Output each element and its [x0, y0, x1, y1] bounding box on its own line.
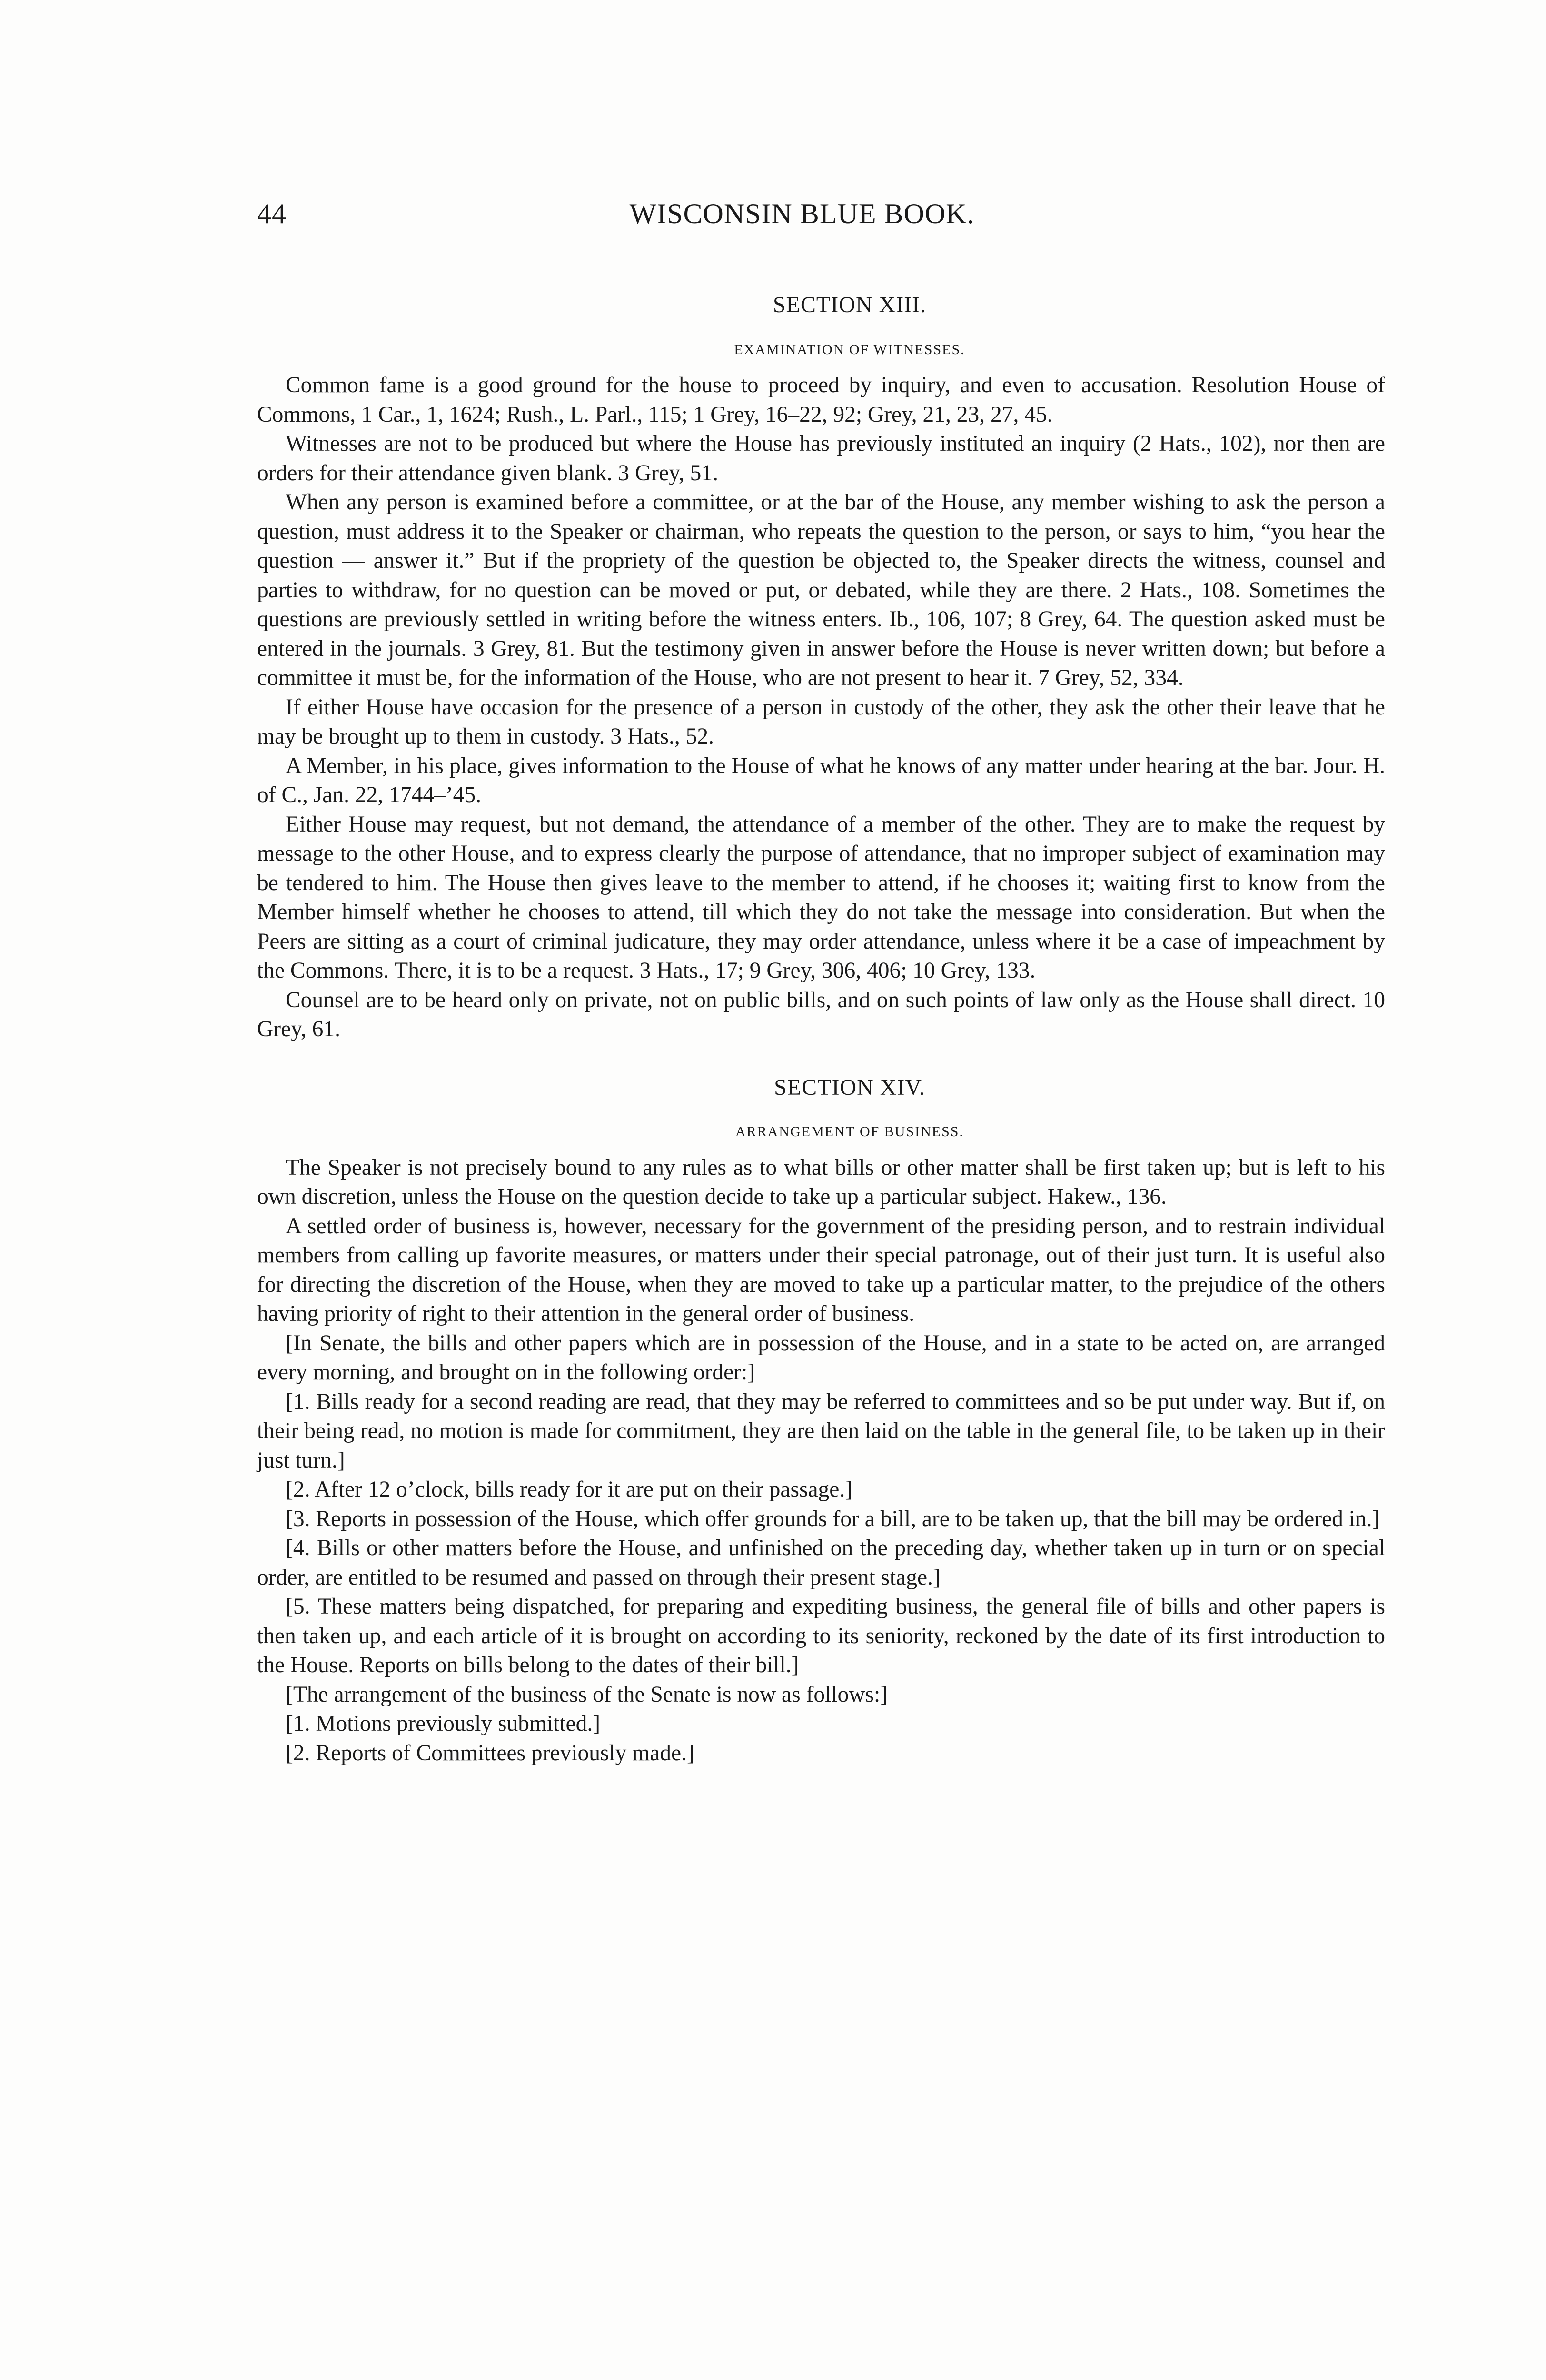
paragraph: [4. Bills or other matters before the House, and unfinished on the preceding day, whether taken up in turn or on special order, are entitled to be resumed and passed on through their present stage.]: [257, 1536, 1385, 1590]
page-header: [257, 198, 1347, 240]
section-13-title: SECTION XIII.: [773, 292, 927, 317]
paragraph: Common fame is a good ground for the house to proceed by inquiry, and even to accusation. Resolution House of Commons, 1 Car., 1, 1624; Rush., L. Parl., 115; 1 Grey, 16–22, 92; Grey, 21, 23, 27, 45.: [257, 373, 1385, 427]
paragraph: When any person is examined before a committee, or at the bar of the House, any member wishing to ask the person a question, must address it to the Speaker or chairman, who repeats the question to the person, or says to him, “you hear the question — answer it.” But if the propriety of the question be objected to, the Speaker directs the witness, counsel and parties to withdraw, for no question can be moved or put, or debated, while they are there. 2 Hats., 108. Sometimes the questions are previously settled in writing before the witness enters. Ib., 106, 107; 8 Grey, 64. The question asked must be entered in the journals. 3 Grey, 81. But the testimony given in answer before the House is never written down; but before a committee it must be, for the information of the House, who are not present to hear it. 7 Grey, 52, 334.: [257, 490, 1385, 690]
page-number: 44: [257, 198, 287, 229]
section-14-title: SECTION XIV.: [774, 1074, 925, 1100]
paragraph: Counsel are to be heard only on private, not on public bills, and on such points of law only as the House shall direct. 10 Grey, 61.: [257, 987, 1385, 1041]
section-gap: [257, 1044, 1385, 1073]
paragraph: [1. Bills ready for a second reading are read, that they may be referred to committees and so be put under way. But if, on their being read, no motion is made for commitment, they are then laid on the table in the general file, to be taken up in their just turn.]: [257, 1389, 1385, 1473]
running-title: WISCONSIN BLUE BOOK.: [629, 198, 975, 229]
paragraph: [2. Reports of Committees previously made.]: [286, 1740, 694, 1765]
paragraph: Either House may request, but not demand, the attendance of a member of the other. They are to make the request by message to the other House, and to express clearly the purpose of attendance, that no improper subject of examination may be tendered to him. The House then gives leave to the member to attend, if he chooses it; waiting first to know from the Member himself whether he chooses to attend, till which they do not take the message into consideration. But when the Peers are sitting as a court of criminal judicature, they may order attendance, unless where it be a case of impeachment by the Commons. There, it is to be a request. 3 Hats., 17; 9 Grey, 306, 406; 10 Grey, 133.: [257, 812, 1385, 983]
section-14-subtitle: ARRANGEMENT OF BUSINESS.: [735, 1124, 964, 1140]
paragraph: [3. Reports in possession of the House, which offer grounds for a bill, are to be taken up, that the bill may be ordered in.]: [286, 1506, 1380, 1531]
paragraph: [2. After 12 o’clock, bills ready for it are put on their passage.]: [286, 1477, 853, 1502]
paragraph: [5. These matters being dispatched, for preparing and expediting business, the general file of bills and other papers is then taken up, and each article of it is brought on according to its seniority, reckoned by the date of its first introduction to the House. Reports on bills belong to the dates of their bill.]: [257, 1594, 1385, 1677]
paragraph: [In Senate, the bills and other papers which are in possession of the House, and in a state to be acted on, are arranged every morning, and brought on in the following order:]: [257, 1330, 1385, 1385]
page-body: [257, 290, 1385, 1768]
paragraph: A Member, in his place, gives information to the House of what he knows of any matter under hearing at the bar. Jour. H. of C., Jan. 22, 1744–’45.: [257, 753, 1385, 807]
section-13-subtitle: EXAMINATION OF WITNESSES.: [734, 341, 965, 357]
paragraph: Witnesses are not to be produced but where the House has previously instituted an inquiry (2 Hats., 102), nor then are orders for their attendance given blank. 3 Grey, 51.: [257, 431, 1385, 486]
paragraph: [The arrangement of the business of the Senate is now as follows:]: [286, 1682, 888, 1707]
paragraph: A settled order of business is, however, necessary for the government of the presiding person, and to restrain individual members from calling up favorite measures, or matters under their special patronage, out of their just turn. It is useful also for directing the discretion of the House, when they are moved to take up a particular matter, to the prejudice of the others having priority of right to their attention in the general order of business.: [257, 1213, 1385, 1326]
paragraph: The Speaker is not precisely bound to any rules as to what bills or other matter shall be first taken up; but is left to his own discretion, unless the House on the question decide to take up a particular subject. Hakew., 136.: [257, 1155, 1385, 1209]
paragraph: If either House have occasion for the presence of a person in custody of the other, they ask the other their leave that he may be brought up to them in custody. 3 Hats., 52.: [257, 694, 1385, 749]
paragraph: [1. Motions previously submitted.]: [286, 1711, 601, 1736]
